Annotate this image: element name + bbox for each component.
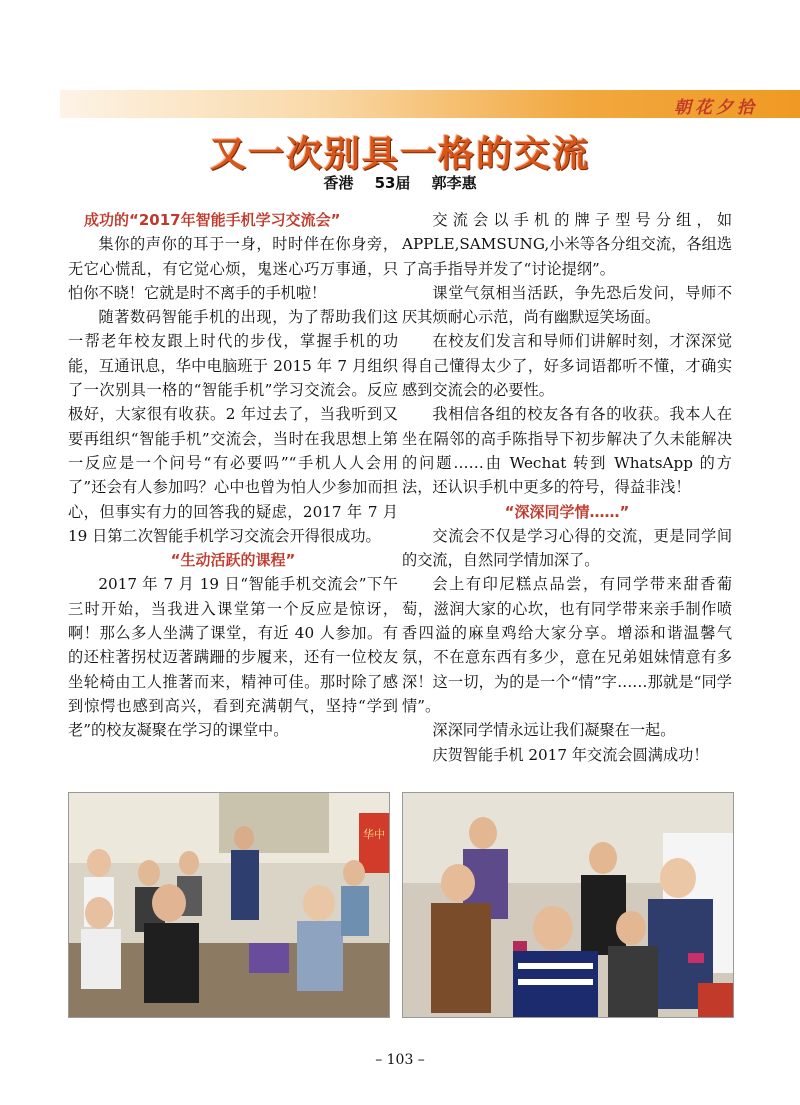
byline-author: 郭李惠 — [431, 174, 477, 192]
banner-text: 华中 — [363, 828, 385, 841]
byline-class: 53届 — [374, 174, 411, 192]
paragraph: 2017 年 7 月 19 日“智能手机交流会”下午三时开始，当我进入课堂第一个反应是惊讶，啊！那么多人坐满了课堂，有近 40 人参加。有的还柱著拐杖迈著蹒跚的步履来，还有一位校友坐轮椅由工人推著而来，精神可佳。那时除了感到惊愕也感到高兴，看到充满朝气，坚持“学到老”的校友凝聚在学习的课堂中。 — [68, 575, 398, 740]
paragraph: 在校友们发言和导师们讲解时刻，才深深觉得自己懂得太少了，好多词语都听不懂，才确实感到交流会的必要性。 — [402, 332, 732, 400]
paragraph: 庆贺智能手机 2017 年交流会圆满成功！ — [432, 745, 709, 764]
subheading-success: 成功的“2017年智能手机学习交流会” — [84, 211, 341, 229]
page-number: – 103 – — [375, 1052, 425, 1068]
article-title: 又一次别具一格的交流 — [209, 134, 590, 175]
left-column — [68, 208, 398, 743]
paragraph: 交流会以手机的牌子型号分组，如APPLE,SAMSUNG,小米等各分组交流，各组选了高手指导并发了“讨论提纲”。 — [402, 211, 732, 278]
paragraph: 我相信各组的校友各有各的收获。我本人在坐在隔邻的高手陈指导下初步解决了久未能解决的问题……由 Wechat 转到 WhatsApp 的方法，还认识手机中更多的符号，得益非浅！ — [402, 405, 732, 497]
paragraph: 深深同学情永远让我们凝聚在一起。 — [432, 721, 676, 740]
paragraph: 会上有印尼糕点品尝，有同学带来甜香葡萄，滋润大家的心坎，也有同学带来亲手制作喷香四溢的麻皇鸡给大家分享。增添和谐温馨气氛，不在意东西有多少，意在兄弟姐妹情意有多深！这一切，为的是一个“情”字……那就是“同学情”。 — [402, 575, 732, 715]
group-phone-photo-illustration — [403, 793, 733, 1017]
classroom-photo-illustration — [69, 793, 389, 1017]
section-label: 朝花夕拾 — [674, 98, 758, 118]
paragraph: 交流会不仅是学习心得的交流，更是同学间的交流，自然同学情加深了。 — [402, 526, 732, 570]
byline — [0, 172, 800, 193]
paragraph: 课堂气氛相当活跃，争先恐后发问，导师不厌其烦耐心示范，尚有幽默逗笑场面。 — [402, 283, 732, 327]
paragraph: 集你的声你的耳于一身，时时伴在你身旁，无它心慌乱，有它觉心烦，鬼迷心巧万事通，只怕你不晓！它就是时不离手的手机啦！ — [68, 235, 398, 302]
classroom-photo — [68, 792, 390, 1018]
paragraph: 随著数码智能手机的出现，为了帮助我们这一帮老年校友跟上时代的步伐，掌握手机的功能，互通讯息，华中电脑班于 2015 年 7 月组织了一次别具一格的“智能手机”学习交流会。反应极好，大家很有收获。2 年过去了，当我听到又要再组织“智能手机”交流会，当时在我思想上第一反应是一个问号“有必要吗”“手机人人会用了”还会有人参加吗？心中也曾为怕人少参加而担心，但事实有力的回答我的疑虑，2017 年 7 月 19 日第二次智能手机学习交流会开得很成功。 — [68, 308, 398, 545]
subheading-course: “生动活跃的课程” — [170, 551, 296, 570]
right-column — [402, 208, 732, 767]
subheading-friendship: “深深同学情……” — [504, 502, 630, 521]
byline-place: 香港 — [323, 174, 354, 192]
group-phone-photo — [402, 792, 734, 1018]
